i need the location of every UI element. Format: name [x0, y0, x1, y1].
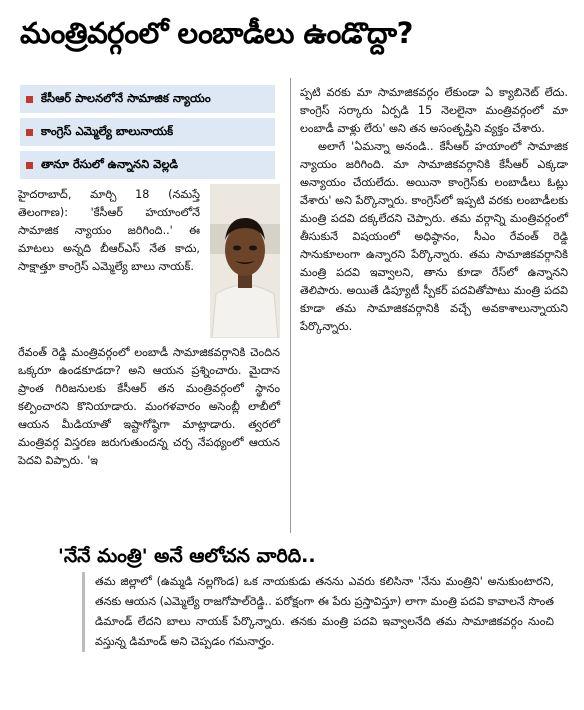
column-divider [290, 78, 291, 533]
bullet-item [20, 85, 275, 113]
bullet-text: కాంగ్రెస్ ఎమ్మెల్యే బాలునాయక్ [41, 123, 174, 138]
bullet-square-icon [26, 162, 33, 169]
article-left-body: రేవంత్ రెడ్డి మంత్రివర్గంలో లంబాడీ సామాజికవర్గానికి చెందిన ఒక్కరూ ఉండకూడదా? అని ఆయన ప్రశ్నించారు. మైదాన ప్రాంత గిరిజనులకు కేసీఆర్ తన మంత్రివర్గంలో స్థానం కల్పించారని కొనియాడారు. మంగళవారం అసెంబ్లీ లాబీలో ఆయన మీడియాతో ఇష్టాగోష్ఠిగా మాట్లాడారు. త్వరలో మంత్రివర్గ విస్తరణ జరుగుతుందన్న చర్చ నేపథ్యంలో ఆయన పెదవి విప్పారు. 'ఇ [18, 346, 280, 467]
subheading: 'నేనే మంత్రి' అనే ఆలోచన వారిది.. [58, 545, 316, 567]
bullet-text: తానూ రేసులో ఉన్నానని వెల్లడి [41, 156, 179, 171]
article-right-column [300, 84, 568, 336]
right-paragraph-1: ప్పటి వరకు మా సామాజికవర్గం లేకుండా ఏ క్యాబినెట్ లేదు. కాంగ్రెస్ సర్కారు ఏర్పడి 15 నెలలైనా మంత్రివర్గంలో మా లంబాడీ వాళ్లు లేరు' అని తన అసంతృప్తిని వ్యక్తం చేశారు. [300, 86, 568, 135]
highlight-bullets [20, 85, 275, 184]
bullet-item [20, 151, 275, 179]
bullet-square-icon [26, 129, 33, 136]
bullet-item [20, 118, 275, 146]
person-portrait-icon [210, 184, 280, 338]
right-paragraph-2: అలాగే 'ఏమన్నా అనండి.. కేసీఆర్ హయాంలో సామాజిక న్యాయం జరిగింది. మా సామాజికవర్గానికి కేసీఆర్ ఎక్కడా అన్యాయం చేయలేదు. అయినా కాంగ్రెస్‌కు లంబాడీలు ఓట్లు వేశారు' అని పేర్కొన్నారు. కాంగ్రెస్‌లో ఇప్పటి వరకు లంబాడీలకు మంత్రి పదవి దక్కలేదని చెప్పారు. తమ వర్గాన్ని మంత్రివర్గంలో తీసుకునే విషయంలో అధిష్ఠానం, సీఎం రేవంత్ రెడ్డి సానుకూలంగా ఉన్నారని పేర్కొన్నారు. తమ సామాజికవర్గానికి మంత్రి పదవి ఇవ్వాలని, తాను కూడా రేస్‌లో ఉన్నానని తెలిపారు. అయితే డిప్యూటీ స్పీకర్ పదవితోపాటు మంత్రి పదవి కూడా తమ సామాజికవర్గానికి వచ్చే అవకాశాలున్నాయని పేర్కొన్నారు. [300, 140, 568, 333]
bullet-square-icon [26, 96, 33, 103]
boxed-paragraph: తమ జిల్లాలో (ఉమ్మడి నల్లగొండ) ఒక నాయకుడు తనను ఎవరు కలిసినా 'నేను మంత్రిని' అనుకుంటారని, తనకు ఆయన (ఎమ్మెల్యే రాజగోపాల్‌రెడ్డి.. పరోక్షంగా ఈ పేరు ప్రస్తావిస్తూ) లాగా మంత్రి పదవి కావాలనే సొంత డిమాండ్ లేదని బాలు నాయక్ పేర్కొన్నారు. తనకు మంత్రి పదవి ఇవ్వాలనేది తమ సామాజికవర్గం నుంచి వస్తున్న డిమాండ్ అని చెప్పడం గమనార్హం. [82, 572, 554, 652]
article-intro: హైదరాబాద్, మార్చి 18 (నమస్తే తెలంగాణ): 'కేసీఆర్ హయాంలోనే సామాజిక న్యాయం జరిగింది..' ఈ మాటలు అన్నది బీఆర్ఎస్ నేత కాదు, సాక్షాత్తూ కాంగ్రెస్ ఎమ్మెల్యే బాలు నాయక్. [18, 188, 200, 273]
portrait-photo [210, 184, 280, 338]
bullet-text: కేసీఆర్ పాలనలోనే సామాజిక న్యాయం [41, 90, 211, 105]
headline: మంత్రివర్గంలో లంబాడీలు ఉండొద్దా? [20, 16, 413, 50]
